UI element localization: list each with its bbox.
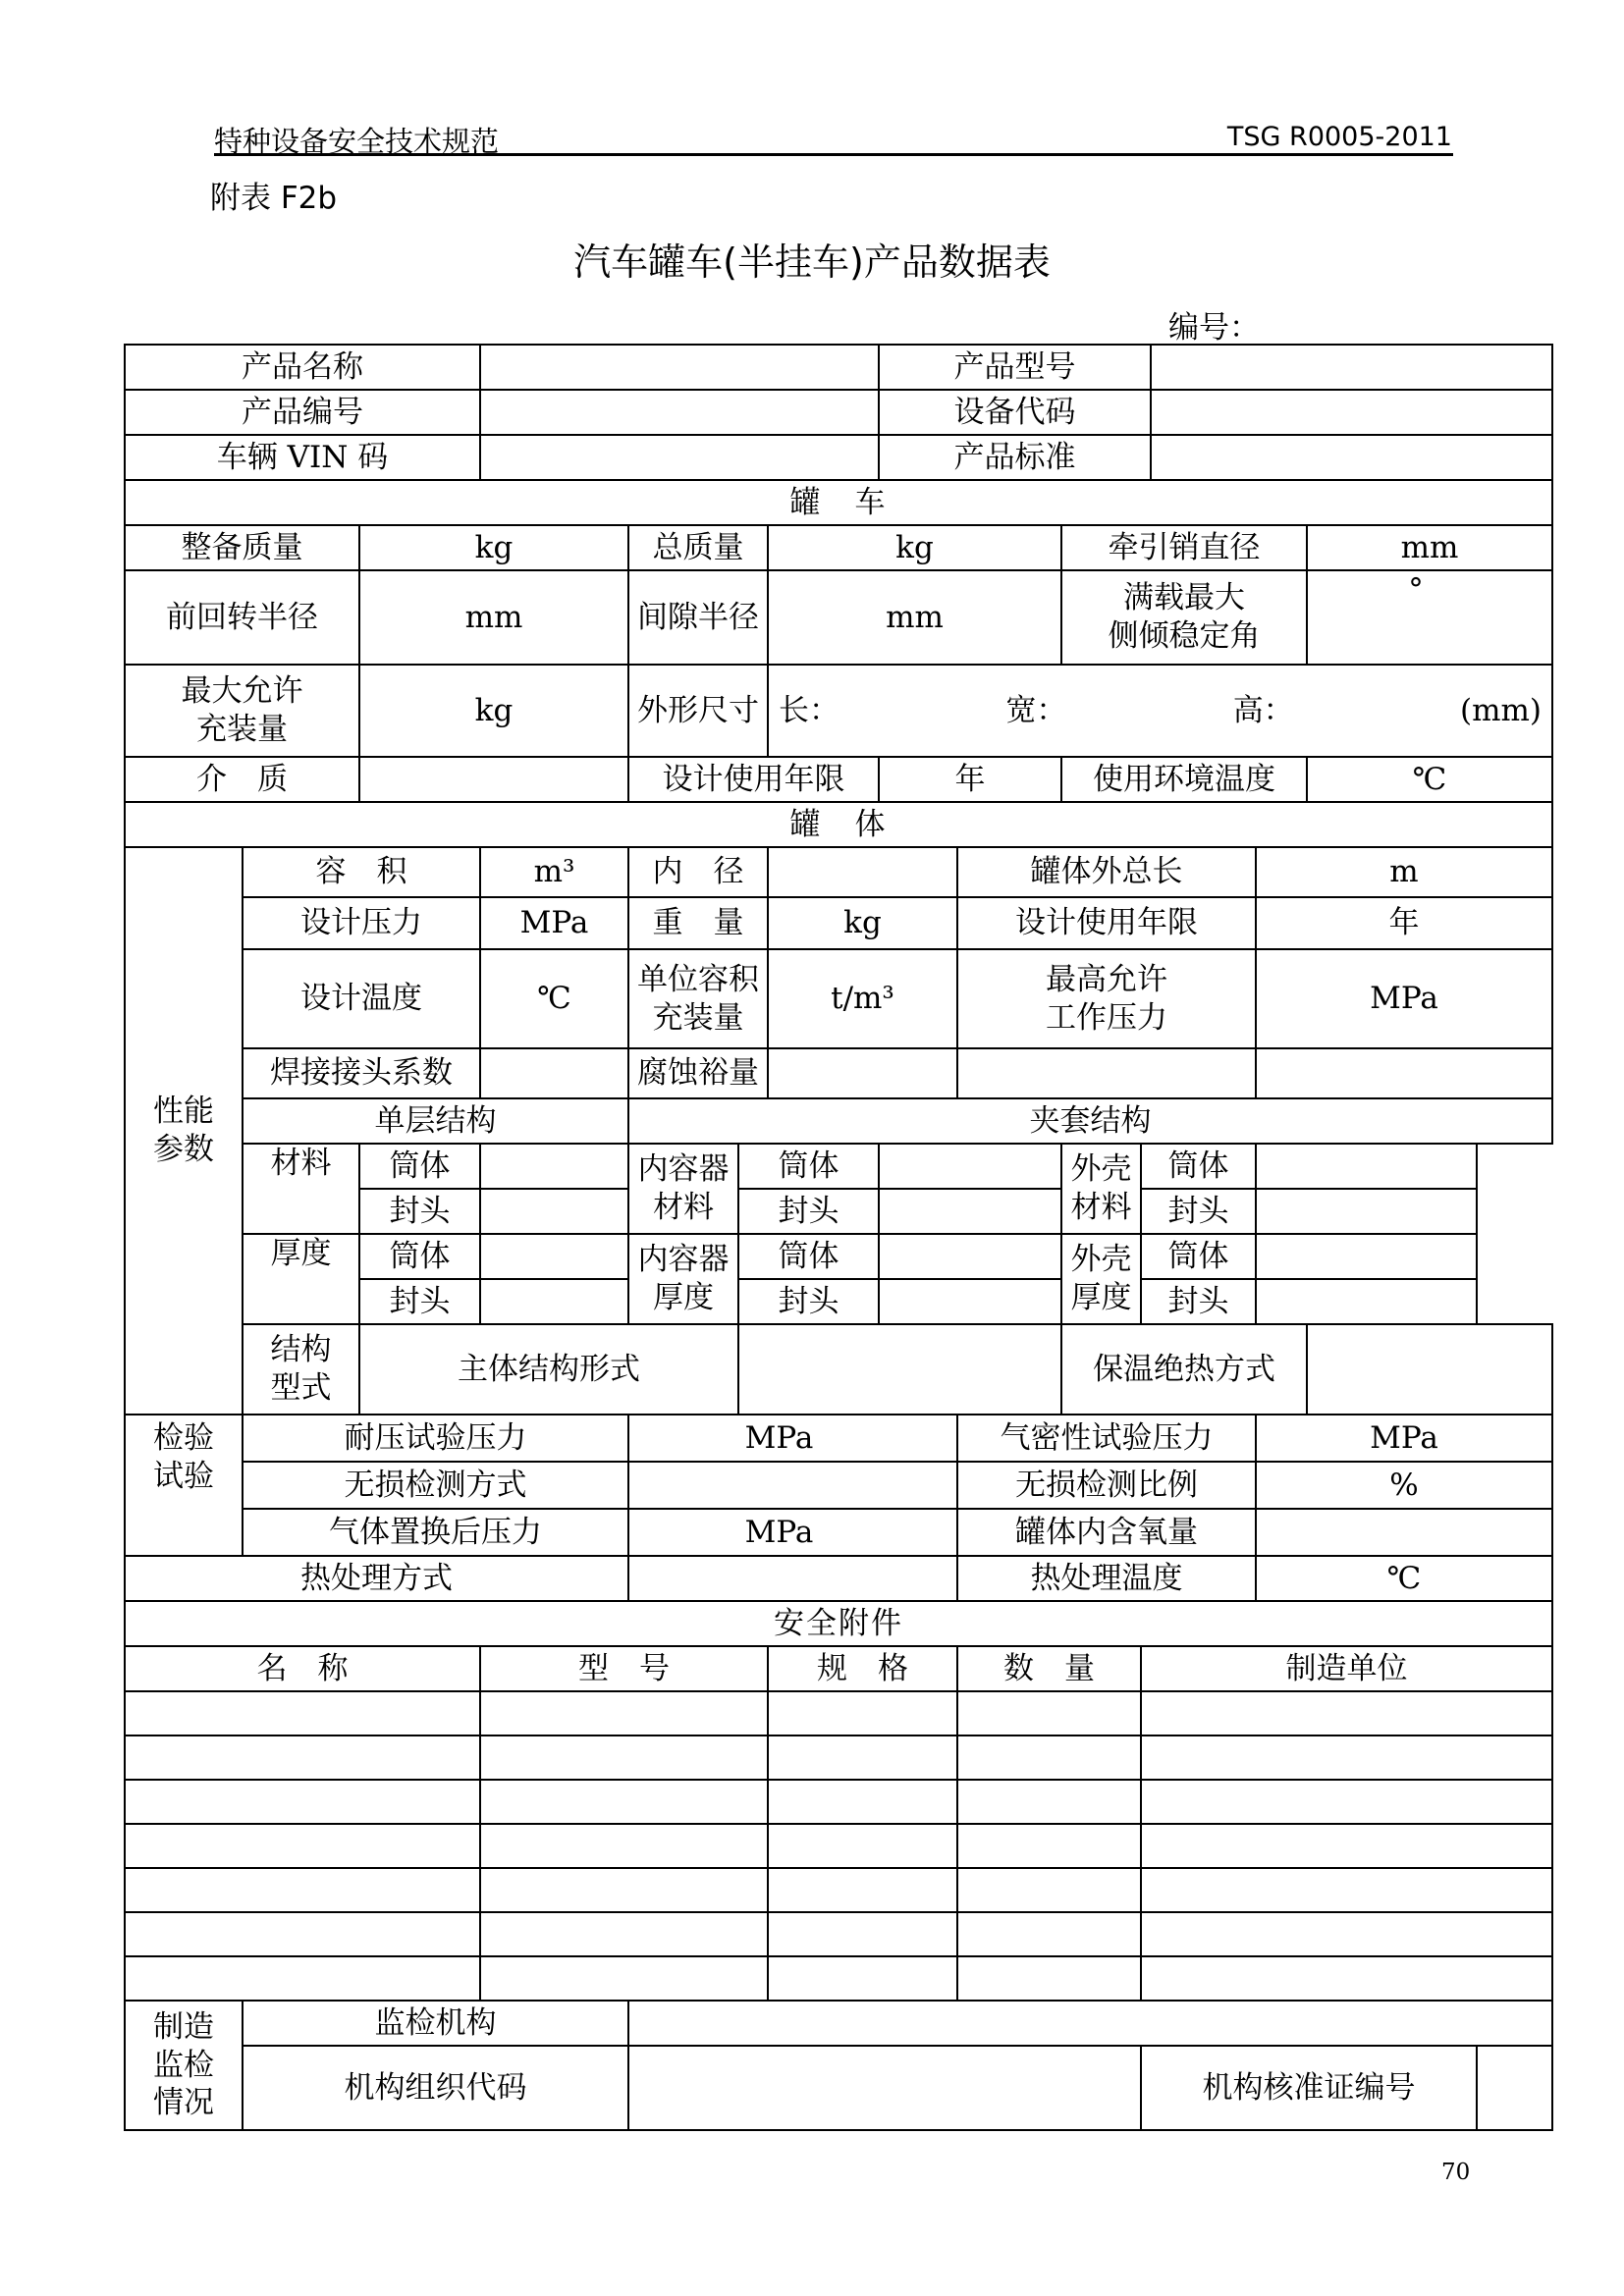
- weld-coefficient-label: 焊接接头系数: [243, 1048, 480, 1098]
- inspection-agency-label: 监检机构: [243, 2001, 628, 2046]
- safety-cell[interactable]: [1141, 1912, 1552, 1956]
- max-fill-label-line1: 最大允许: [181, 673, 303, 710]
- product-model-cell[interactable]: [1151, 345, 1552, 390]
- total-mass-unit[interactable]: kg: [768, 525, 1061, 570]
- manufacturing-inspection-line3: 情况: [153, 2085, 214, 2121]
- volume-label: 容 积: [243, 847, 480, 897]
- safety-cell[interactable]: [125, 1691, 480, 1735]
- single-thickness-shell-cell[interactable]: [480, 1234, 628, 1279]
- outline-size-label: 外形尺寸: [628, 665, 768, 757]
- safety-cell[interactable]: [1141, 1956, 1552, 2001]
- head-label: 封头: [1141, 1189, 1256, 1234]
- curb-mass-unit[interactable]: kg: [359, 525, 628, 570]
- safety-cell[interactable]: [957, 1735, 1141, 1780]
- body-design-life-label: 设计使用年限: [957, 897, 1256, 949]
- safety-cell[interactable]: [1141, 1824, 1552, 1868]
- unit-fill-label-line1: 单位容积: [637, 961, 759, 997]
- unit-fill-unit[interactable]: t/m³: [768, 949, 957, 1048]
- inspection-test-line1: 检验: [153, 1420, 214, 1456]
- tanker-design-life-label: 设计使用年限: [628, 757, 879, 802]
- outer-thickness-head-cell[interactable]: [1256, 1279, 1477, 1324]
- height-label: 高：: [1232, 692, 1294, 728]
- inspection-agency-cell[interactable]: [628, 2001, 1552, 2046]
- inner-vessel-line1: 内容器: [637, 1151, 730, 1188]
- safety-cell[interactable]: [1141, 1735, 1552, 1780]
- manufacturing-inspection-label: [125, 2001, 243, 2130]
- shell-label: 筒体: [359, 1144, 480, 1189]
- blank-cell[interactable]: [957, 1048, 1256, 1098]
- performance-params-line2: 参数: [153, 1132, 214, 1167]
- performance-params-line1: 性能: [153, 1094, 214, 1130]
- jacket-structure-label: 夹套结构: [628, 1098, 1552, 1144]
- table-row: [125, 1691, 1552, 1735]
- spec-header-code: TSG R0005-2011: [1226, 122, 1452, 152]
- safety-cell[interactable]: [125, 1780, 480, 1824]
- shell-label: 筒体: [1141, 1144, 1256, 1189]
- ndt-ratio-unit[interactable]: %: [1256, 1462, 1552, 1509]
- max-fill-unit[interactable]: kg: [359, 665, 628, 757]
- max-fill-label-line2: 充装量: [196, 712, 288, 747]
- outline-size-cell[interactable]: [768, 665, 1552, 757]
- inner-diameter-unit[interactable]: [768, 847, 957, 897]
- inner-thickness-head-cell[interactable]: [879, 1279, 1061, 1324]
- design-pressure-label: 设计压力: [243, 897, 480, 949]
- shell-label: 筒体: [359, 1234, 480, 1279]
- table-row: [125, 1735, 1552, 1780]
- outer-shell-line2: 厚度: [1070, 1280, 1132, 1315]
- safety-cell[interactable]: [480, 1735, 768, 1780]
- product-standard-label: 产品标准: [879, 435, 1151, 480]
- shell-label: 筒体: [738, 1144, 879, 1189]
- outer-shell-thickness-label: [1061, 1234, 1141, 1324]
- thickness-label: 厚度: [243, 1234, 359, 1324]
- outer-shell-line1: 外壳: [1070, 1151, 1132, 1188]
- length-label: 长：: [779, 692, 839, 728]
- inner-vessel-line2: 厚度: [653, 1280, 714, 1315]
- head-label: 封头: [1141, 1279, 1256, 1324]
- total-mass-label: 总质量: [628, 525, 768, 570]
- structure-type-label: [243, 1324, 359, 1415]
- manufacturing-inspection-line1: 制造: [153, 2008, 214, 2045]
- inner-material-head-cell[interactable]: [879, 1189, 1061, 1234]
- safety-cell[interactable]: [125, 1824, 480, 1868]
- safety-cell[interactable]: [957, 1956, 1141, 2001]
- curb-mass-label: 整备质量: [125, 525, 359, 570]
- leak-test-pressure-label: 气密性试验压力: [957, 1415, 1256, 1462]
- design-pressure-unit[interactable]: MPa: [480, 897, 628, 949]
- max-working-pressure-label: [957, 949, 1256, 1048]
- inspection-test-label: [125, 1415, 243, 1556]
- form-title: 汽车罐车(半挂车)产品数据表: [573, 240, 1051, 284]
- safety-cell[interactable]: [125, 1735, 480, 1780]
- head-label: 封头: [359, 1189, 480, 1234]
- tank-length-label: 罐体外总长: [957, 847, 1256, 897]
- product-name-cell[interactable]: [480, 345, 879, 390]
- outline-size-unit: (mm): [1460, 692, 1543, 728]
- appendix-label: 附表 F2b: [210, 181, 338, 216]
- max-fill-label: [125, 665, 359, 757]
- inspection-test-line2: 试验: [153, 1458, 214, 1494]
- main-structure-cell[interactable]: [738, 1324, 1061, 1415]
- table-row: [125, 1912, 1552, 1956]
- oxygen-content-label: 罐体内含氧量: [957, 1509, 1256, 1556]
- insulation-method-label: 保温绝热方式: [1061, 1324, 1307, 1415]
- table-row: [125, 1868, 1552, 1912]
- safety-cell[interactable]: [768, 1912, 957, 1956]
- safety-cell[interactable]: [480, 1691, 768, 1735]
- weld-coefficient-cell[interactable]: [480, 1048, 628, 1098]
- leak-test-pressure-unit[interactable]: MPa: [1256, 1415, 1552, 1462]
- product-model-label: 产品型号: [879, 345, 1151, 390]
- safety-col-spec: 规 格: [768, 1646, 957, 1691]
- tilt-angle-label-line1: 满载最大: [1123, 580, 1245, 616]
- product-name-label: 产品名称: [125, 345, 480, 390]
- outer-material-shell-cell[interactable]: [1256, 1144, 1477, 1189]
- safety-cell[interactable]: [480, 1956, 768, 2001]
- safety-cell[interactable]: [480, 1912, 768, 1956]
- safety-cell[interactable]: [957, 1824, 1141, 1868]
- unit-fill-label: [628, 949, 768, 1048]
- safety-cell[interactable]: [480, 1868, 768, 1912]
- tilt-angle-label-line2: 侧倾稳定角: [1108, 618, 1261, 654]
- heat-treatment-temp-label: 热处理温度: [957, 1556, 1256, 1601]
- outer-shell-material-label: [1061, 1144, 1141, 1234]
- hydro-test-pressure-unit[interactable]: MPa: [628, 1415, 957, 1462]
- inner-vessel-thickness-label: [628, 1234, 738, 1324]
- structure-type-line2: 型式: [270, 1370, 332, 1406]
- body-design-life-unit[interactable]: 年: [1256, 897, 1552, 949]
- single-layer-label: 单层结构: [243, 1098, 628, 1144]
- product-standard-cell[interactable]: [1151, 435, 1552, 480]
- head-label: 封头: [359, 1279, 480, 1324]
- safety-cell[interactable]: [1141, 1868, 1552, 1912]
- heat-treatment-method-cell[interactable]: [628, 1556, 957, 1601]
- max-working-pressure-line1: 最高允许: [1046, 961, 1167, 997]
- vin-cell[interactable]: [480, 435, 879, 480]
- corrosion-allowance-label: 腐蚀裕量: [628, 1048, 768, 1098]
- safety-cell[interactable]: [768, 1824, 957, 1868]
- safety-col-quantity: 数 量: [957, 1646, 1141, 1691]
- tilt-angle-label: [1061, 570, 1307, 665]
- tanker-design-life-unit[interactable]: 年: [879, 757, 1061, 802]
- single-material-head-cell[interactable]: [480, 1189, 628, 1234]
- tank-body-section-heading: 罐 体: [125, 802, 1552, 847]
- weight-label: 重 量: [628, 897, 768, 949]
- product-no-label: 产品编号: [125, 390, 480, 435]
- manufacturing-inspection-line2: 监检: [153, 2047, 214, 2083]
- safety-cell[interactable]: [125, 1868, 480, 1912]
- ndt-method-cell[interactable]: [628, 1462, 957, 1509]
- product-no-cell[interactable]: [480, 390, 879, 435]
- serial-number-field[interactable]: [1168, 302, 1299, 347]
- org-code-label: 机构组织代码: [243, 2046, 628, 2130]
- max-working-pressure-unit[interactable]: MPa: [1256, 949, 1552, 1048]
- equipment-code-label: 设备代码: [879, 390, 1151, 435]
- vin-label: 车辆 VIN 码: [125, 435, 480, 480]
- single-material-shell-cell[interactable]: [480, 1144, 628, 1189]
- spec-header-title: 特种设备安全技术规范: [214, 125, 500, 158]
- safety-cell[interactable]: [768, 1780, 957, 1824]
- inner-vessel-material-label: [628, 1144, 738, 1234]
- safety-cell[interactable]: [1141, 1691, 1552, 1735]
- inner-vessel-line2: 材料: [653, 1190, 714, 1225]
- page-number: 70: [1441, 2160, 1471, 2185]
- safety-cell[interactable]: [957, 1691, 1141, 1735]
- design-temp-unit[interactable]: ℃: [480, 949, 628, 1048]
- safety-cell[interactable]: [125, 1912, 480, 1956]
- safety-col-model: 型 号: [480, 1646, 768, 1691]
- shell-label: 筒体: [1141, 1234, 1256, 1279]
- blank-cell[interactable]: [1256, 1048, 1552, 1098]
- kingpin-diameter-unit[interactable]: mm: [1307, 525, 1552, 570]
- tank-length-unit[interactable]: m: [1256, 847, 1552, 897]
- head-label: 封头: [738, 1279, 879, 1324]
- table-row: [125, 1824, 1552, 1868]
- material-label: 材料: [243, 1144, 359, 1234]
- gas-replacement-pressure-unit[interactable]: MPa: [628, 1509, 957, 1556]
- env-temp-label: 使用环境温度: [1061, 757, 1307, 802]
- shell-label: 筒体: [738, 1234, 879, 1279]
- unit-fill-label-line2: 充装量: [652, 999, 744, 1036]
- safety-accessories-heading: 安全附件: [125, 1601, 1552, 1646]
- inner-diameter-label: 内 径: [628, 847, 768, 897]
- gas-replacement-pressure-label: 气体置换后压力: [243, 1509, 628, 1556]
- safety-cell[interactable]: [768, 1868, 957, 1912]
- license-no-cell[interactable]: [1477, 2046, 1552, 2130]
- weight-unit[interactable]: kg: [768, 897, 957, 949]
- main-structure-label: 主体结构形式: [359, 1324, 738, 1415]
- medium-label: 介 质: [125, 757, 359, 802]
- heat-treatment-method-label: 热处理方式: [125, 1556, 628, 1601]
- safety-cell[interactable]: [480, 1824, 768, 1868]
- front-radius-label: 前回转半径: [125, 570, 359, 665]
- safety-cell[interactable]: [125, 1956, 480, 2001]
- inner-material-shell-cell[interactable]: [879, 1144, 1061, 1189]
- env-temp-unit[interactable]: ℃: [1307, 757, 1552, 802]
- ndt-method-label: 无损检测方式: [243, 1462, 628, 1509]
- performance-params-label: [125, 847, 243, 1415]
- safety-cell[interactable]: [480, 1780, 768, 1824]
- data-table: [124, 344, 1553, 2131]
- insulation-method-cell[interactable]: [1307, 1324, 1552, 1415]
- header-rule: [214, 153, 1453, 156]
- safety-cell[interactable]: [957, 1912, 1141, 1956]
- table-row: [125, 1780, 1552, 1824]
- safety-cell[interactable]: [768, 1735, 957, 1780]
- design-temp-label: 设计温度: [243, 949, 480, 1048]
- medium-cell[interactable]: [359, 757, 628, 802]
- outer-material-head-cell[interactable]: [1256, 1189, 1477, 1234]
- heat-treatment-temp-unit[interactable]: ℃: [1256, 1556, 1552, 1601]
- serial-number-label: 编号：: [1168, 310, 1260, 346]
- corrosion-allowance-unit[interactable]: [768, 1048, 957, 1098]
- safety-col-manufacturer: 制造单位: [1141, 1646, 1552, 1691]
- head-label: 封头: [738, 1189, 879, 1234]
- front-radius-unit[interactable]: mm: [359, 570, 628, 665]
- inner-thickness-shell-cell[interactable]: [879, 1234, 1061, 1279]
- inner-vessel-line1: 内容器: [637, 1242, 730, 1278]
- safety-cell[interactable]: [768, 1691, 957, 1735]
- table-row: [125, 1956, 1552, 2001]
- equipment-code-cell[interactable]: [1151, 390, 1552, 435]
- outer-shell-line2: 材料: [1070, 1190, 1132, 1225]
- ndt-ratio-label: 无损检测比例: [957, 1462, 1256, 1509]
- safety-cell[interactable]: [1141, 1780, 1552, 1824]
- outer-thickness-shell-cell[interactable]: [1256, 1234, 1477, 1279]
- safety-cell[interactable]: [957, 1868, 1141, 1912]
- clearance-radius-label: 间隙半径: [628, 570, 768, 665]
- width-label: 宽：: [1005, 692, 1067, 728]
- safety-col-name: 名 称: [125, 1646, 480, 1691]
- single-thickness-head-cell[interactable]: [480, 1279, 628, 1324]
- safety-cell[interactable]: [957, 1780, 1141, 1824]
- tilt-angle-unit[interactable]: °: [1307, 570, 1552, 665]
- license-no-label: 机构核准证编号: [1141, 2046, 1477, 2130]
- max-working-pressure-line2: 工作压力: [1046, 999, 1167, 1036]
- org-code-cell[interactable]: [628, 2046, 1141, 2130]
- safety-cell[interactable]: [768, 1956, 957, 2001]
- hydro-test-pressure-label: 耐压试验压力: [243, 1415, 628, 1462]
- clearance-radius-unit[interactable]: mm: [768, 570, 1061, 665]
- outer-shell-line1: 外壳: [1070, 1242, 1132, 1278]
- volume-unit[interactable]: m³: [480, 847, 628, 897]
- tanker-section-heading: 罐 车: [125, 480, 1552, 525]
- oxygen-content-cell[interactable]: [1256, 1509, 1552, 1556]
- structure-type-line1: 结构: [270, 1332, 332, 1368]
- kingpin-diameter-label: 牵引销直径: [1061, 525, 1307, 570]
